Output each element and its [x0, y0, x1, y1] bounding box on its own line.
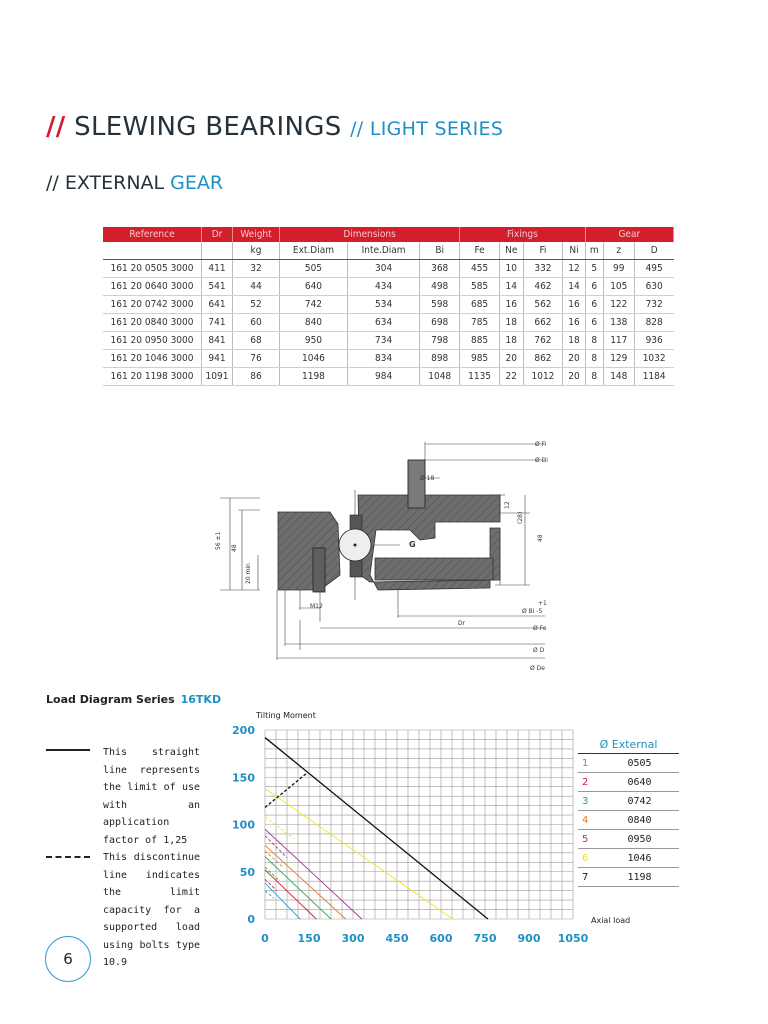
- table-cell: 734: [347, 332, 419, 350]
- dashed-line-sample: [46, 856, 90, 858]
- legend-value: 0505: [600, 754, 679, 773]
- table-cell: 148: [603, 368, 634, 386]
- table-cell: 1048: [420, 368, 460, 386]
- spec-group-header: Fixings: [460, 227, 586, 242]
- solid-line-sample: [46, 749, 90, 751]
- table-cell: 534: [347, 296, 419, 314]
- legend-solid-text: This straight line represents the limit of use with an application factor of 1,25: [103, 747, 200, 846]
- title-subtitle: // LIGHT SERIES: [350, 118, 504, 140]
- chart-series: [265, 738, 488, 919]
- table-cell: 161 20 0742 3000: [103, 296, 202, 314]
- legend-index: 3: [578, 792, 600, 811]
- table-cell: 16: [563, 296, 585, 314]
- table-cell: 16: [500, 296, 524, 314]
- series-dashed-0505: [265, 891, 274, 899]
- y-tick-label: 200: [232, 724, 255, 737]
- table-cell: 834: [347, 350, 419, 368]
- table-cell: 1032: [634, 350, 673, 368]
- page-title: [46, 112, 503, 142]
- section-heading-prefix: // EXTERNAL: [46, 172, 165, 194]
- dim-label-h20: 20 min: [245, 563, 252, 584]
- dim-label-h12: 12: [504, 501, 511, 509]
- table-row: [103, 260, 674, 278]
- table-cell: 99: [603, 260, 634, 278]
- table-cell: 129: [603, 350, 634, 368]
- table-cell: 161 20 1198 3000: [103, 368, 202, 386]
- table-cell: 1135: [460, 368, 500, 386]
- x-tick-label: 750: [473, 932, 497, 945]
- table-cell: 44: [233, 278, 280, 296]
- legend-dashed-text: This discontinue line indicates the limit capacity for a supported load using bolts type 10.9: [103, 852, 200, 968]
- spec-unit-header: Ne: [500, 242, 524, 260]
- spec-table-body: [103, 260, 674, 386]
- legend-index: 1: [578, 754, 600, 773]
- table-cell: 936: [634, 332, 673, 350]
- table-cell: 885: [460, 332, 500, 350]
- y-axis-label: Tilting Moment: [256, 711, 316, 720]
- legend-row: [578, 868, 679, 887]
- table-cell: 462: [523, 278, 563, 296]
- table-cell: 117: [603, 332, 634, 350]
- legend-value: 0742: [600, 792, 679, 811]
- table-cell: 640: [280, 278, 348, 296]
- spec-unit-header: Fe: [460, 242, 500, 260]
- x-tick-label: 150: [297, 932, 321, 945]
- dim-label-fi: Ø Fi: [535, 441, 547, 448]
- dim-label-h48-left: 48: [231, 544, 238, 552]
- table-cell: 495: [634, 260, 673, 278]
- table-cell: 6: [585, 314, 603, 332]
- external-legend-header-row: [578, 735, 679, 754]
- legend-value: 1198: [600, 868, 679, 887]
- spec-unit-header: [103, 242, 202, 260]
- table-cell: 798: [420, 332, 460, 350]
- table-cell: 20: [563, 368, 585, 386]
- table-cell: 161 20 0840 3000: [103, 314, 202, 332]
- chart-ticks: [232, 724, 589, 945]
- spec-unit-header: Ni: [563, 242, 585, 260]
- series-line-0640: [265, 870, 316, 919]
- table-cell: 828: [634, 314, 673, 332]
- dim-label-d: Ø D: [533, 647, 545, 654]
- spec-unit-header: Ext.Diam: [280, 242, 348, 260]
- table-cell: 68: [233, 332, 280, 350]
- x-axis-label: Axial load: [591, 916, 631, 925]
- table-cell: 32: [233, 260, 280, 278]
- table-cell: 6: [585, 296, 603, 314]
- table-cell: 585: [460, 278, 500, 296]
- dim-label-g: G: [409, 540, 416, 549]
- spec-group-header: Reference: [103, 227, 202, 242]
- series-line-1198: [265, 738, 488, 919]
- legend-value: 1046: [600, 849, 679, 868]
- table-cell: 455: [460, 260, 500, 278]
- table-cell: 20: [563, 350, 585, 368]
- legend-value: 0840: [600, 811, 679, 830]
- load-diagram-title: [46, 693, 221, 706]
- table-cell: 505: [280, 260, 348, 278]
- table-cell: 161 20 0950 3000: [103, 332, 202, 350]
- series-dashed-0742: [265, 867, 280, 881]
- table-cell: 634: [347, 314, 419, 332]
- table-cell: 1012: [523, 368, 563, 386]
- table-row: [103, 314, 674, 332]
- table-cell: 434: [347, 278, 419, 296]
- page-number: 6: [45, 936, 91, 982]
- table-row: [103, 368, 674, 386]
- title-slashes: //: [46, 112, 66, 142]
- table-cell: 898: [420, 350, 460, 368]
- section-heading-gear: GEAR: [170, 172, 224, 194]
- table-cell: 630: [634, 278, 673, 296]
- table-cell: 541: [202, 278, 233, 296]
- table-cell: 18: [563, 332, 585, 350]
- spec-unit-header: [202, 242, 233, 260]
- dim-label-m12: M12: [310, 603, 323, 610]
- table-cell: 14: [500, 278, 524, 296]
- table-cell: 732: [634, 296, 673, 314]
- dim-label-bi-tol: +1: [538, 600, 547, 607]
- spec-unit-header: Inte.Diam: [347, 242, 419, 260]
- x-tick-label: 1050: [557, 932, 589, 945]
- table-cell: 785: [460, 314, 500, 332]
- legend-row: [578, 849, 679, 868]
- legend-row: [578, 792, 679, 811]
- spec-unit-header: D: [634, 242, 673, 260]
- table-cell: 498: [420, 278, 460, 296]
- x-tick-label: 300: [341, 932, 365, 945]
- dim-label-h28: (28): [517, 511, 524, 524]
- table-cell: 14: [563, 278, 585, 296]
- y-tick-label: 100: [232, 818, 255, 832]
- legend-index: 5: [578, 830, 600, 849]
- table-cell: 161 20 0640 3000: [103, 278, 202, 296]
- table-cell: 122: [603, 296, 634, 314]
- legend-row: [578, 811, 679, 830]
- spec-group-header: Dr: [202, 227, 233, 242]
- legend-index: 6: [578, 849, 600, 868]
- table-cell: 76: [233, 350, 280, 368]
- table-cell: 1184: [634, 368, 673, 386]
- table-row: [103, 332, 674, 350]
- legend-row: [578, 830, 679, 849]
- table-cell: 698: [420, 314, 460, 332]
- spec-unit-header: m: [585, 242, 603, 260]
- spec-group-header: Gear: [585, 227, 673, 242]
- table-row: [103, 296, 674, 314]
- load-diagram-series-code: 16TKD: [180, 693, 222, 706]
- table-cell: 8: [585, 368, 603, 386]
- x-tick-label: 450: [385, 932, 409, 945]
- table-cell: 411: [202, 260, 233, 278]
- legend-row: [578, 754, 679, 773]
- series-line-0505: [265, 883, 300, 919]
- table-cell: 562: [523, 296, 563, 314]
- legend-row: [578, 773, 679, 792]
- table-cell: 22: [500, 368, 524, 386]
- x-tick-label: 900: [517, 932, 541, 945]
- table-cell: 20: [500, 350, 524, 368]
- spec-unit-header: kg: [233, 242, 280, 260]
- dim-label-h48-right: 48: [537, 534, 544, 542]
- table-cell: 985: [460, 350, 500, 368]
- spec-table: [103, 227, 674, 386]
- table-cell: 52: [233, 296, 280, 314]
- table-cell: 1091: [202, 368, 233, 386]
- table-cell: 662: [523, 314, 563, 332]
- spec-unit-header: z: [603, 242, 634, 260]
- table-row: [103, 350, 674, 368]
- table-cell: 86: [233, 368, 280, 386]
- dim-label-de: Ø De: [530, 665, 545, 672]
- table-cell: 18: [500, 314, 524, 332]
- table-cell: 840: [280, 314, 348, 332]
- table-cell: 1046: [280, 350, 348, 368]
- external-legend-header: Ø External: [578, 735, 679, 754]
- dim-label-h56: 56 ±1: [215, 531, 222, 550]
- table-cell: 941: [202, 350, 233, 368]
- spec-unit-header: Fi: [523, 242, 563, 260]
- table-cell: 368: [420, 260, 460, 278]
- table-cell: 6: [585, 278, 603, 296]
- table-cell: 10: [500, 260, 524, 278]
- table-cell: 862: [523, 350, 563, 368]
- series-dashed-1198: [265, 773, 308, 808]
- table-cell: 18: [500, 332, 524, 350]
- dim-label-fe: Ø Fe: [533, 625, 547, 632]
- external-legend-table: [578, 735, 679, 887]
- legend-value: 0950: [600, 830, 679, 849]
- table-cell: 12: [563, 260, 585, 278]
- x-tick-label: 0: [261, 932, 269, 945]
- table-cell: 5: [585, 260, 603, 278]
- table-cell: 332: [523, 260, 563, 278]
- table-cell: 16: [563, 314, 585, 332]
- y-tick-label: 0: [247, 913, 255, 926]
- legend-value: 0640: [600, 773, 679, 792]
- external-legend-body: [578, 735, 679, 887]
- dim-label-d18: Ø 18: [420, 475, 435, 482]
- spec-unit-header-row: [103, 242, 674, 260]
- x-tick-label: 600: [429, 932, 453, 945]
- series-line-1046: [265, 789, 453, 919]
- legend-index: 2: [578, 773, 600, 792]
- table-cell: 1198: [280, 368, 348, 386]
- table-cell: 984: [347, 368, 419, 386]
- table-cell: 8: [585, 332, 603, 350]
- load-diagram-title-text: Load Diagram Series: [46, 693, 175, 706]
- table-cell: 304: [347, 260, 419, 278]
- table-cell: 138: [603, 314, 634, 332]
- table-cell: 841: [202, 332, 233, 350]
- series-dashed-1046: [265, 817, 294, 839]
- chart-grid: [265, 730, 573, 919]
- table-cell: 762: [523, 332, 563, 350]
- table-cell: 742: [280, 296, 348, 314]
- spec-unit-header: Bi: [420, 242, 460, 260]
- dim-label-bi: Ø Bi -5: [522, 608, 543, 615]
- legend-index: 7: [578, 868, 600, 887]
- table-cell: 741: [202, 314, 233, 332]
- table-cell: 60: [233, 314, 280, 332]
- legend-index: 4: [578, 811, 600, 830]
- table-cell: 161 20 1046 3000: [103, 350, 202, 368]
- dim-label-dr: Dr: [458, 620, 466, 627]
- y-tick-label: 50: [239, 865, 255, 879]
- spec-group-header: Dimensions: [280, 227, 460, 242]
- table-cell: 950: [280, 332, 348, 350]
- table-cell: 685: [460, 296, 500, 314]
- y-tick-label: 150: [232, 771, 255, 785]
- dim-label-di: Ø Di: [535, 457, 548, 464]
- bearing-section-drawing: [200, 430, 560, 680]
- table-cell: 105: [603, 278, 634, 296]
- table-row: [103, 278, 674, 296]
- table-cell: 641: [202, 296, 233, 314]
- table-cell: 8: [585, 350, 603, 368]
- table-cell: 161 20 0505 3000: [103, 260, 202, 278]
- spec-group-header: Weight: [233, 227, 280, 242]
- title-text: SLEWING BEARINGS: [74, 112, 342, 142]
- section-heading: [46, 172, 223, 194]
- spec-group-header-row: [103, 227, 674, 242]
- series-line-0950: [265, 829, 362, 919]
- table-cell: 598: [420, 296, 460, 314]
